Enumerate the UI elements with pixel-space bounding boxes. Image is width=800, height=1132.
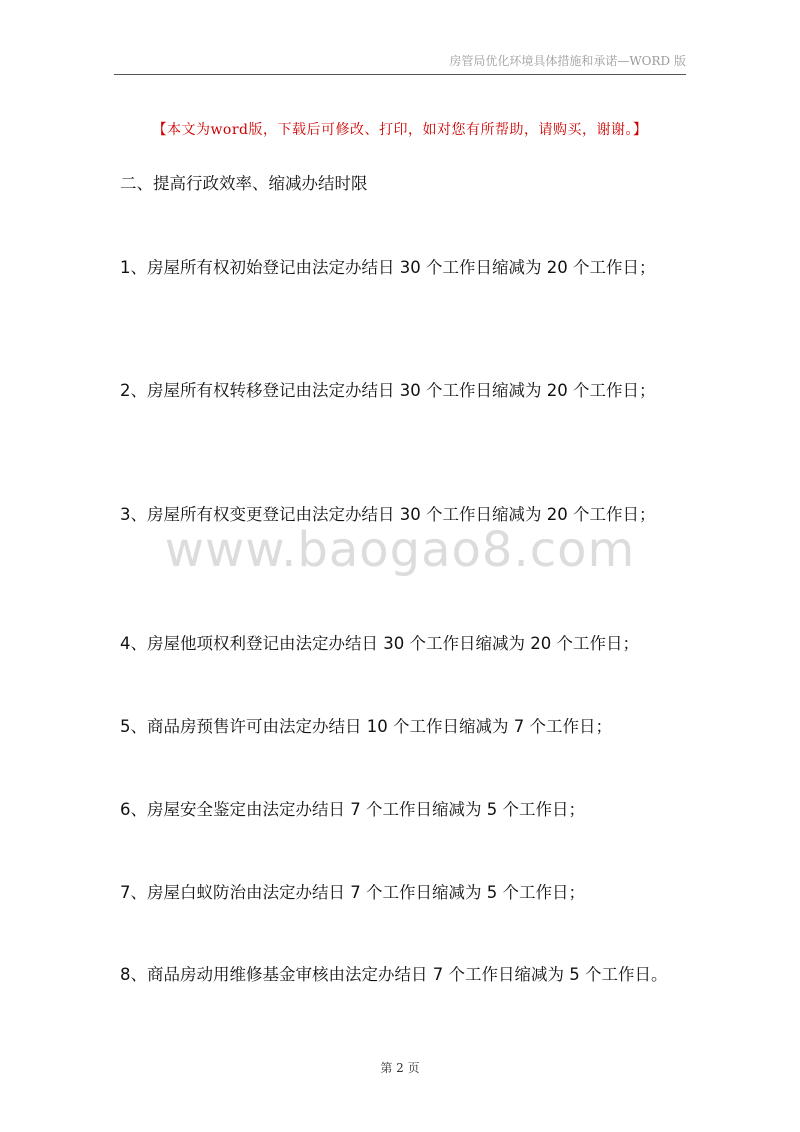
section-heading: 二、提高行政效率、缩减办结时限 — [120, 174, 368, 193]
list-item: 7、房屋白蚁防治由法定办结日 7 个工作日缩减为 5 个工作日； — [120, 883, 585, 902]
list-item: 8、商品房动用维修基金审核由法定办结日 7 个工作日缩减为 5 个工作日。 — [120, 965, 668, 984]
list-item: 4、房屋他项权利登记由法定办结日 30 个工作日缩减为 20 个工作日； — [120, 634, 639, 653]
list-item: 3、房屋所有权变更登记由法定办结日 30 个工作日缩减为 20 个工作日； — [120, 505, 656, 524]
list-item: 2、房屋所有权转移登记由法定办结日 30 个工作日缩减为 20 个工作日； — [120, 381, 656, 400]
download-notice: 【本文为word版，下载后可修改、打印，如对您有所帮助，请购买，谢谢。】 — [152, 122, 648, 138]
running-header: 房管局优化环境具体措施和承诺—WORD 版 — [449, 54, 686, 68]
header-divider — [114, 74, 686, 75]
list-item: 6、房屋安全鉴定由法定办结日 7 个工作日缩减为 5 个工作日； — [120, 800, 585, 819]
list-item: 5、商品房预售许可由法定办结日 10 个工作日缩减为 7 个工作日； — [120, 717, 612, 736]
watermark: www.baogao8.com — [164, 522, 636, 578]
list-item: 1、房屋所有权初始登记由法定办结日 30 个工作日缩减为 20 个工作日； — [120, 258, 656, 277]
page-number: 第 2 页 — [380, 1061, 420, 1075]
